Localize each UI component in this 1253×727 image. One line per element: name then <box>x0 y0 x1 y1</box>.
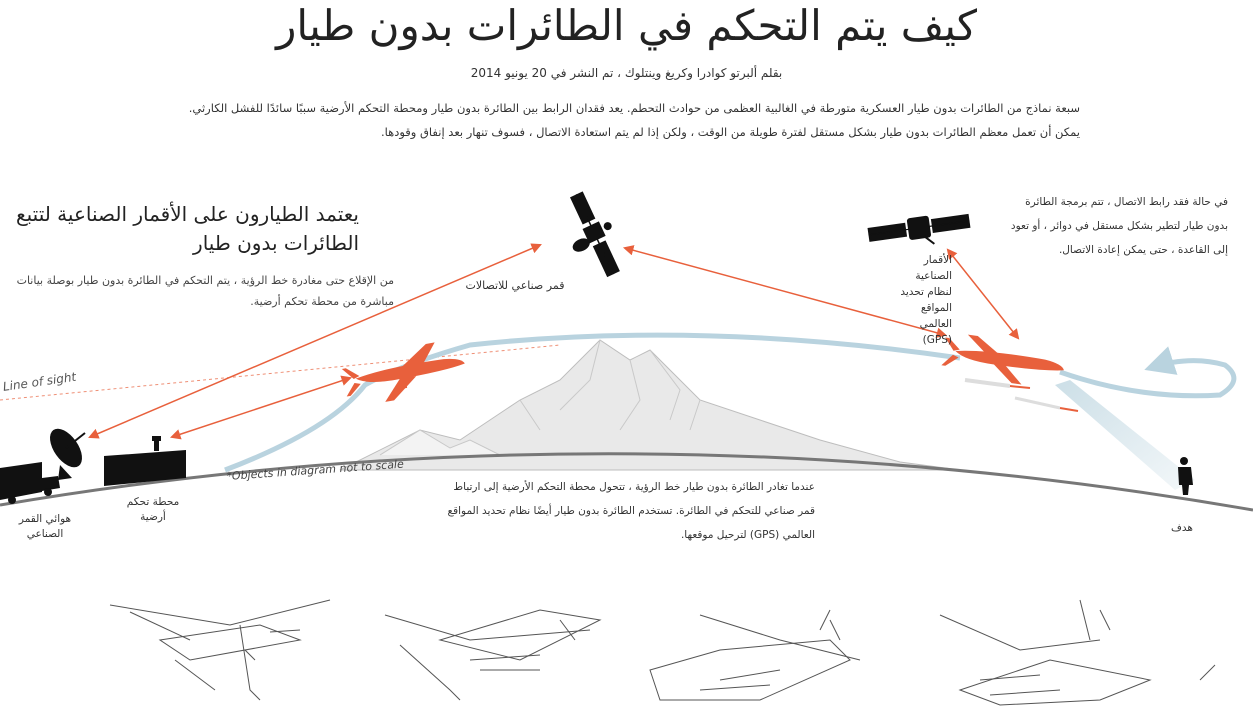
ground-station-label: محطة تحكم أرضية <box>126 496 180 523</box>
scale-note: *Objects in diagram not to scale <box>226 457 405 483</box>
satellite-antenna-label: هوائي القمر الصناعي <box>18 513 72 540</box>
lost-link-note: في حالة فقد رابط الاتصال ، تتم برمجة الطائرة بدون طيار لتطير بشكل مستقل في دوائر ، أو تعود إلى القاعدة ، حتى يمكن إعادة الاتصال. <box>1010 196 1228 256</box>
loiter-loop <box>1060 361 1234 396</box>
drone-icon <box>940 332 1067 391</box>
satellite-link-note: عندما تغادر الطائرة بدون طيار خط الرؤية ، تتحول محطة التحكم الأرضية إلى ارتباط قمر صناعي للتحكم في الطائرة. تستخدم الطائرة بدون طيار أيضًا نظام تحديد المواقع العالمي (GPS) لترحيل موقعها. <box>447 481 815 541</box>
intro-text: سبعة نماذج من الطائرات بدون طيار العسكرية متورطة في الغالبية العظمى من حوادث التحطم. يعد فقدان الرابط بين الطائرة بدون طيار ومحطة التحكم الأرضية سببًا سائدًا للفشل الكارثي. يمكن أن تعمل معظم الطائرات بدون طيار بشكل مستقل لفترة طويلة من الوقت ، ولكن إذا لم يتم استعادة الاتصال ، فسوف تنهار بعد إنفاق وقودها. <box>188 101 1080 139</box>
soldier-icon <box>1178 457 1193 495</box>
line-of-sight-label: Line of sight <box>2 369 77 394</box>
comm-satellite-icon <box>553 186 631 285</box>
drone-drawing-4 <box>940 600 1215 705</box>
mountain-range <box>340 340 960 470</box>
lead-heading: يعتمد الطيارون على الأقمار الصناعية لتتبع الطائرات بدون طيار <box>15 202 359 255</box>
page-title: كيف يتم التحكم في الطائرات بدون طيار <box>276 1 977 50</box>
ground-station-icon <box>104 436 186 486</box>
gps-satellite-icon <box>867 210 972 253</box>
byline: بقلم ألبرتو كوادرا وكريغ وينتلوك ، تم النشر في 20 يونيو 2014 <box>470 66 783 80</box>
gps-satellites-label: الأقمار الصناعية لنظام تحديد المواقع العالمي (GPS) <box>900 254 952 346</box>
lead-text: من الإقلاع حتى مغادرة خط الرؤية ، يتم التحكم في الطائرة بدون طيار بوصلة بيانات مباشرة من محطة تحكم أرضية. <box>16 274 394 308</box>
link-station-drone1 <box>172 378 350 437</box>
target-label: هدف <box>1171 522 1193 534</box>
comm-satellite-label: قمر صناعي للاتصالات <box>465 279 565 292</box>
line-of-sight <box>0 345 560 400</box>
drone-drawing-1 <box>110 600 330 700</box>
drone-drawing-3 <box>650 610 860 700</box>
link-gps-drone2 <box>948 250 1018 338</box>
drone-drawing-2 <box>385 610 600 700</box>
